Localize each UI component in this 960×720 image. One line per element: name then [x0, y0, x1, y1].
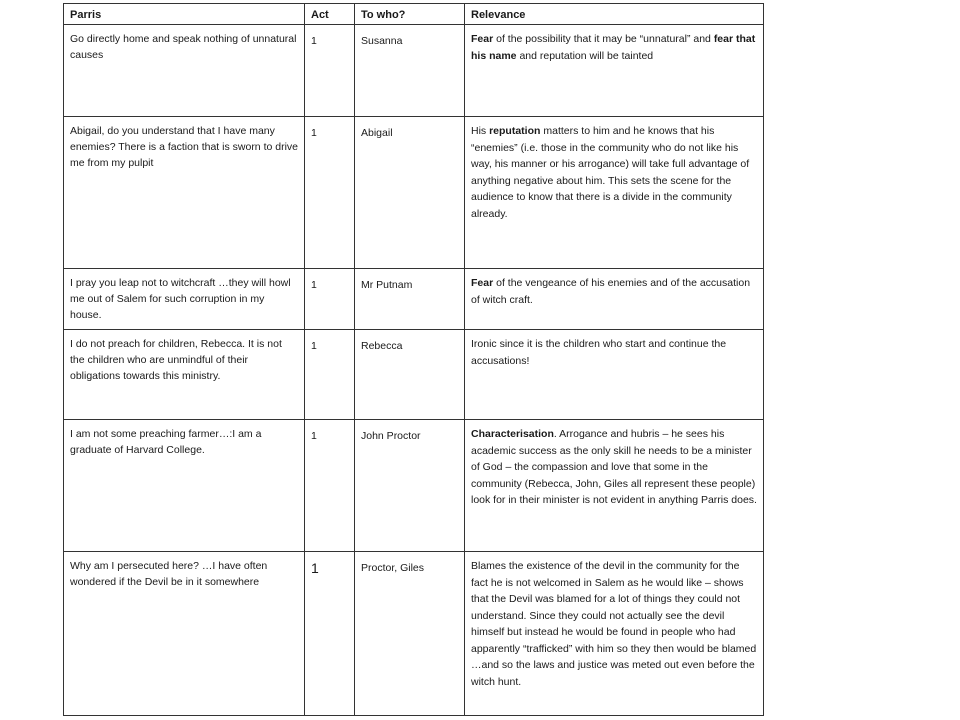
act-cell: 1 — [305, 330, 355, 420]
relevance-emphasis: Fear — [471, 33, 494, 45]
act-cell: 1 — [305, 269, 355, 330]
relevance-text: Blames the existence of the devil in the community for the fact he is not welcomed in Salem as he would like – shows that the Devil was blamed for a lot of things they could not understand. Since they could not actually see the devil himself but instead he would be found in people who had apparently “trafficked” with him so they then would be blamed …and so the laws and justice was meted out even before the witch hunt. — [471, 560, 757, 688]
relevance-emphasis: Fear — [471, 277, 494, 289]
relevance-text: of the vengeance of his enemies and of the accusation of witch craft. — [471, 277, 751, 306]
quote-cell: Abigail, do you understand that I have many enemies? There is a faction that is sworn to drive me from my pulpit — [64, 117, 305, 269]
act-cell: 1 — [305, 25, 355, 117]
header-to-who: To who? — [355, 4, 465, 25]
table-row — [64, 269, 764, 330]
table-row — [64, 117, 764, 269]
quote-cell: Go directly home and speak nothing of unnatural causes — [64, 25, 305, 117]
table-row — [64, 552, 764, 716]
header-act: Act — [305, 4, 355, 25]
relevance-emphasis: Characterisation — [471, 428, 554, 440]
relevance-text: of the possibility that it may be “unnatural” and — [493, 33, 714, 45]
relevance-text: . Arrogance and hubris – he sees his academic success as the only skill he needs to be a minister of God – the compassion and love that some in the community (Rebecca, John, Giles all represent these people) look for in their minister is not evident in anything Parris does. — [471, 428, 757, 506]
to-who-cell: Proctor, Giles — [355, 552, 465, 716]
header-parris: Parris — [64, 4, 305, 25]
to-who-cell: Abigail — [355, 117, 465, 269]
relevance-cell — [465, 117, 764, 269]
relevance-cell — [465, 269, 764, 330]
to-who-cell: John Proctor — [355, 420, 465, 552]
relevance-emphasis: reputation — [489, 125, 541, 137]
table-row — [64, 25, 764, 117]
relevance-text: and reputation will be tainted — [516, 49, 654, 62]
to-who-cell: Rebecca — [355, 330, 465, 420]
relevance-cell — [465, 420, 764, 552]
relevance-cell — [465, 25, 764, 117]
relevance-emphasis: fear that his name — [471, 33, 756, 62]
relevance-text: His — [471, 125, 490, 137]
table-row — [64, 420, 764, 552]
header-relevance: Relevance — [465, 4, 764, 25]
to-who-cell: Susanna — [355, 25, 465, 117]
quote-cell: Why am I persecuted here? …I have often wondered if the Devil be in it somewhere — [64, 552, 305, 716]
table-row — [64, 330, 764, 420]
act-cell: 1 — [305, 552, 355, 716]
relevance-cell — [465, 552, 764, 716]
relevance-cell — [465, 330, 764, 420]
to-who-cell: Mr Putnam — [355, 269, 465, 330]
quotes-table — [63, 3, 764, 716]
act-cell: 1 — [305, 117, 355, 269]
quote-cell: I pray you leap not to witchcraft …they will howl me out of Salem for such corruption in my house. — [64, 269, 305, 330]
quote-cell: I do not preach for children, Rebecca. It is not the children who are unmindful of their obligations towards this ministry. — [64, 330, 305, 420]
header-row — [64, 4, 764, 25]
act-cell: 1 — [305, 420, 355, 552]
relevance-text: Ironic since it is the children who start and continue the accusations! — [471, 338, 727, 367]
relevance-text: matters to him and he knows that his “enemies” (i.e. those in the community who do not like his way, his manner or his arrogance) will take full advantage of anything negative about him. This sets the scene for the audience to know that there is a divide in the community already. — [471, 125, 750, 220]
quote-cell: I am not some preaching farmer…:I am a graduate of Harvard College. — [64, 420, 305, 552]
